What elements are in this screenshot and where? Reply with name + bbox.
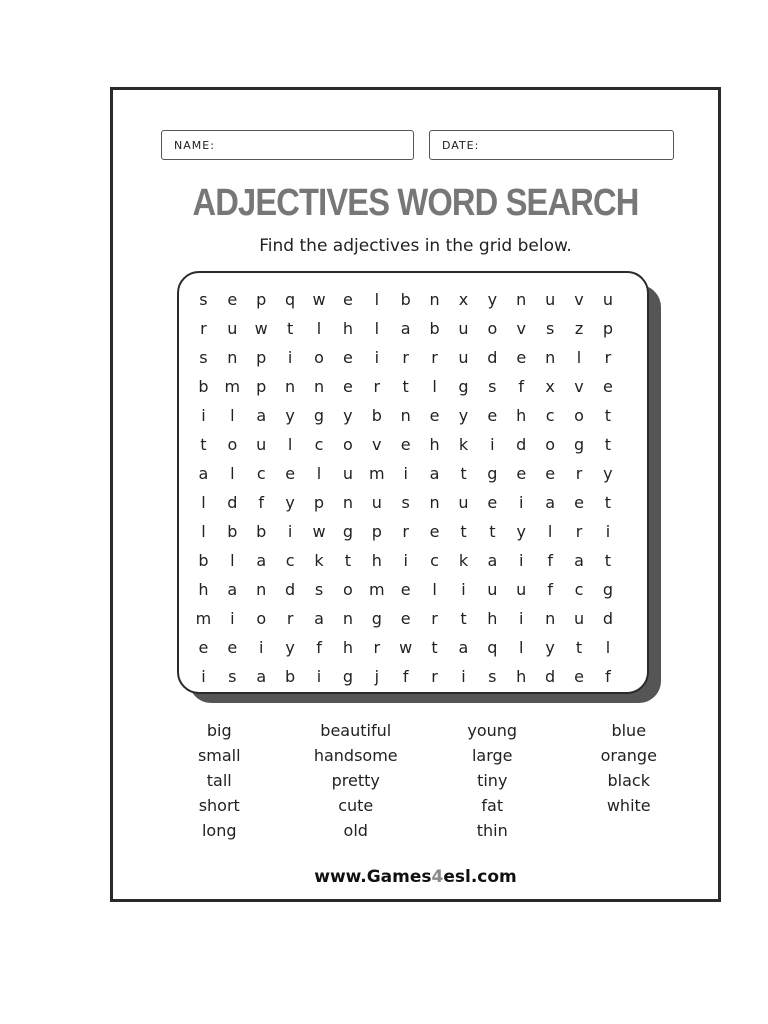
- word-column: [424, 718, 561, 843]
- grid-letter[interactable]: g: [487, 464, 498, 483]
- word-list-item: large: [471, 746, 513, 765]
- grid-letter[interactable]: i: [519, 551, 524, 570]
- grid-letter[interactable]: w: [254, 319, 268, 338]
- date-label: DATE:: [442, 139, 480, 152]
- grid-letter[interactable]: t: [286, 319, 294, 338]
- name-label: NAME:: [174, 139, 215, 152]
- grid-letter[interactable]: n: [342, 493, 353, 512]
- grid-letter[interactable]: e: [429, 522, 440, 541]
- grid-letter[interactable]: r: [431, 348, 438, 367]
- grid-letter[interactable]: s: [488, 667, 497, 686]
- grid-letter[interactable]: u: [342, 464, 353, 483]
- grid-letter[interactable]: a: [458, 638, 469, 657]
- name-field[interactable]: [161, 130, 414, 160]
- grid-letter[interactable]: r: [604, 348, 612, 367]
- grid-letter[interactable]: d: [285, 580, 296, 599]
- grid-letter[interactable]: n: [516, 290, 527, 309]
- word-list-item: short: [198, 796, 240, 815]
- footer-suffix: esl.com: [443, 867, 517, 887]
- grid-letter[interactable]: h: [516, 667, 527, 686]
- grid-letter[interactable]: i: [201, 406, 206, 425]
- grid-letter[interactable]: e: [516, 464, 527, 483]
- grid-letter[interactable]: m: [224, 377, 241, 396]
- word-list: [151, 718, 697, 843]
- grid-letter[interactable]: f: [547, 551, 553, 570]
- word-list-item: long: [201, 821, 237, 840]
- grid-letter[interactable]: g: [602, 580, 613, 599]
- grid-letter[interactable]: e: [342, 290, 353, 309]
- grid-letter[interactable]: e: [198, 638, 209, 657]
- grid-letter[interactable]: o: [545, 435, 556, 454]
- grid-letter[interactable]: r: [402, 522, 409, 541]
- page-title: ADJECTIVES WORD SEARCH: [192, 182, 639, 224]
- grid-letter[interactable]: w: [312, 522, 326, 541]
- grid-letter[interactable]: t: [344, 551, 352, 570]
- grid-letter[interactable]: q: [487, 638, 498, 657]
- word-list-item: fat: [481, 796, 504, 815]
- grid-letter[interactable]: p: [256, 290, 267, 309]
- grid-letter[interactable]: a: [256, 667, 267, 686]
- grid-letter[interactable]: r: [402, 348, 409, 367]
- grid-letter[interactable]: t: [575, 638, 583, 657]
- grid-letter[interactable]: q: [285, 290, 296, 309]
- grid-letter[interactable]: n: [429, 493, 440, 512]
- grid-letter[interactable]: t: [460, 464, 467, 483]
- grid-letter[interactable]: p: [371, 522, 382, 541]
- grid-letter[interactable]: t: [604, 435, 612, 454]
- grid-letter[interactable]: n: [313, 377, 325, 396]
- grid-letter[interactable]: e: [342, 377, 353, 396]
- grid-letter[interactable]: a: [574, 551, 584, 570]
- grid-letter[interactable]: u: [458, 319, 469, 338]
- grid-letter[interactable]: s: [545, 319, 555, 338]
- grid-letter[interactable]: e: [285, 464, 296, 483]
- grid-letter[interactable]: v: [372, 435, 382, 454]
- grid-letter[interactable]: x: [545, 377, 555, 396]
- grid-letter[interactable]: a: [545, 493, 556, 512]
- grid-letter[interactable]: y: [343, 406, 353, 425]
- grid-letter[interactable]: i: [519, 609, 524, 628]
- grid-letter[interactable]: t: [604, 493, 612, 512]
- grid-letter[interactable]: c: [574, 580, 584, 599]
- grid-letter[interactable]: l: [432, 580, 437, 599]
- grid-letter[interactable]: y: [516, 522, 526, 541]
- grid-letter[interactable]: u: [602, 290, 613, 309]
- grid-letter[interactable]: e: [545, 464, 556, 483]
- grid-letter[interactable]: c: [545, 406, 555, 425]
- grid-letter[interactable]: f: [402, 667, 409, 686]
- grid-letter[interactable]: c: [256, 464, 266, 483]
- grid-letter[interactable]: t: [604, 551, 612, 570]
- grid-letter[interactable]: m: [368, 580, 385, 599]
- grid-letter[interactable]: d: [487, 348, 498, 367]
- grid-letter[interactable]: h: [342, 319, 353, 338]
- grid-letter[interactable]: r: [373, 638, 381, 657]
- grid-letter[interactable]: w: [399, 638, 413, 657]
- grid-letter[interactable]: l: [287, 435, 293, 454]
- grid-letter[interactable]: t: [604, 406, 612, 425]
- grid-letter[interactable]: k: [458, 551, 469, 570]
- grid-letter[interactable]: u: [545, 290, 556, 309]
- grid-letter[interactable]: i: [230, 609, 235, 628]
- grid-letter[interactable]: i: [316, 667, 322, 686]
- grid-letter[interactable]: b: [227, 522, 238, 541]
- footer-prefix: www.Games: [314, 867, 432, 887]
- grid-letter[interactable]: y: [285, 406, 295, 425]
- grid-letter[interactable]: h: [342, 638, 353, 657]
- grid-letter[interactable]: u: [573, 609, 585, 628]
- grid-letter[interactable]: o: [343, 435, 353, 454]
- grid-letter[interactable]: l: [230, 464, 235, 483]
- website-footer: [113, 867, 718, 887]
- grid-letter[interactable]: l: [576, 348, 582, 367]
- grid-letter[interactable]: t: [200, 435, 207, 454]
- grid-letter[interactable]: b: [371, 406, 382, 425]
- grid-letter[interactable]: w: [312, 290, 326, 309]
- word-list-item: old: [343, 821, 368, 840]
- grid-letter[interactable]: p: [256, 377, 267, 396]
- grid-letter[interactable]: s: [199, 348, 208, 367]
- grid-letter[interactable]: i: [490, 435, 495, 454]
- grid-letter[interactable]: e: [574, 667, 584, 686]
- grid-letter[interactable]: o: [574, 406, 584, 425]
- grid-letter[interactable]: u: [487, 580, 498, 599]
- grid-letter[interactable]: o: [227, 435, 238, 454]
- grid-letter[interactable]: x: [458, 290, 469, 309]
- grid-letter[interactable]: e: [487, 406, 498, 425]
- grid-letter[interactable]: t: [489, 522, 496, 541]
- word-column: [561, 718, 698, 843]
- grid-letter[interactable]: e: [342, 348, 353, 367]
- letter-grid: [189, 285, 622, 691]
- grid-letter[interactable]: l: [316, 464, 322, 483]
- grid-letter[interactable]: s: [199, 290, 208, 309]
- grid-letter[interactable]: v: [574, 377, 584, 396]
- grid-letter[interactable]: a: [429, 464, 440, 483]
- grid-letter[interactable]: l: [230, 551, 235, 570]
- grid-letter[interactable]: c: [430, 551, 439, 570]
- grid-letter[interactable]: h: [487, 609, 498, 628]
- grid-letter[interactable]: c: [285, 551, 295, 570]
- grid-letter[interactable]: i: [461, 667, 466, 686]
- date-field[interactable]: [429, 130, 674, 160]
- grid-letter[interactable]: r: [431, 667, 438, 686]
- worksheet: [110, 87, 721, 902]
- grid-letter[interactable]: e: [487, 493, 498, 512]
- grid-letter[interactable]: u: [458, 348, 469, 367]
- word-list-item: white: [606, 796, 651, 815]
- footer-digit: 4: [431, 867, 444, 887]
- grid-letter[interactable]: s: [228, 667, 237, 686]
- grid-letter[interactable]: u: [256, 435, 267, 454]
- grid-letter[interactable]: g: [342, 667, 353, 686]
- grid-letter[interactable]: g: [573, 435, 585, 454]
- grid-letter[interactable]: b: [198, 377, 209, 396]
- grid-letter[interactable]: e: [227, 638, 238, 657]
- grid-letter[interactable]: h: [371, 551, 382, 570]
- grid-letter[interactable]: i: [287, 348, 293, 367]
- grid-letter[interactable]: f: [518, 377, 525, 396]
- grid-letter[interactable]: b: [400, 290, 411, 309]
- grid-letter[interactable]: j: [374, 667, 380, 686]
- grid-letter[interactable]: m: [368, 464, 385, 483]
- grid-letter[interactable]: e: [400, 435, 411, 454]
- grid-letter[interactable]: a: [314, 609, 324, 628]
- grid-letter[interactable]: l: [201, 493, 206, 512]
- grid-letter[interactable]: g: [313, 406, 325, 425]
- grid-letter[interactable]: e: [227, 290, 238, 309]
- grid-letter[interactable]: n: [429, 290, 440, 309]
- grid-letter[interactable]: p: [602, 319, 613, 338]
- word-list-item: small: [197, 746, 241, 765]
- grid-letter[interactable]: o: [256, 609, 267, 628]
- grid-letter[interactable]: r: [286, 609, 294, 628]
- grid-letter[interactable]: e: [574, 493, 584, 512]
- grid-letter[interactable]: n: [227, 348, 238, 367]
- grid-letter[interactable]: l: [374, 290, 380, 309]
- grid-letter[interactable]: f: [258, 493, 265, 512]
- word-list-item: orange: [600, 746, 657, 765]
- grid-letter[interactable]: a: [487, 551, 498, 570]
- grid-letter[interactable]: d: [602, 609, 613, 628]
- grid-letter[interactable]: e: [602, 377, 613, 396]
- grid-letter[interactable]: n: [285, 377, 296, 396]
- grid-letter[interactable]: f: [547, 580, 553, 599]
- grid-letter[interactable]: u: [458, 493, 469, 512]
- grid-letter[interactable]: y: [285, 638, 295, 657]
- grid-letter[interactable]: l: [201, 522, 206, 541]
- grid-letter[interactable]: y: [487, 290, 498, 309]
- grid-letter[interactable]: i: [403, 551, 408, 570]
- grid-letter[interactable]: g: [342, 522, 353, 541]
- grid-letter[interactable]: r: [575, 522, 583, 541]
- grid-letter[interactable]: o: [487, 319, 498, 338]
- word-list-item: pretty: [331, 771, 380, 790]
- grid-letter[interactable]: i: [403, 464, 408, 483]
- grid-letter[interactable]: t: [431, 638, 438, 657]
- word-list-item: cute: [338, 796, 374, 815]
- grid-letter[interactable]: n: [545, 609, 556, 628]
- grid-letter[interactable]: l: [605, 638, 611, 657]
- grid-letter[interactable]: o: [314, 348, 324, 367]
- grid-letter[interactable]: s: [314, 580, 324, 599]
- grid-letter[interactable]: n: [256, 580, 267, 599]
- grid-letter[interactable]: t: [460, 522, 467, 541]
- grid-letter[interactable]: l: [519, 638, 524, 657]
- word-list-item: tiny: [477, 771, 508, 790]
- grid-letter[interactable]: l: [316, 319, 322, 338]
- grid-letter[interactable]: a: [256, 551, 267, 570]
- grid-letter[interactable]: o: [343, 580, 353, 599]
- grid-letter[interactable]: k: [314, 551, 324, 570]
- grid-letter[interactable]: l: [374, 319, 380, 338]
- grid-letter[interactable]: d: [545, 667, 556, 686]
- grid-letter[interactable]: g: [458, 377, 469, 396]
- grid-letter[interactable]: n: [400, 406, 411, 425]
- word-list-item: big: [206, 721, 232, 740]
- grid-letter[interactable]: z: [574, 319, 584, 338]
- grid-letter[interactable]: l: [230, 406, 235, 425]
- grid-letter[interactable]: v: [574, 290, 584, 309]
- grid-letter[interactable]: i: [374, 348, 380, 367]
- grid-letter[interactable]: b: [198, 551, 209, 570]
- grid-letter[interactable]: y: [545, 638, 555, 657]
- grid-letter[interactable]: c: [314, 435, 324, 454]
- grid-letter[interactable]: y: [603, 464, 613, 483]
- grid-letter[interactable]: m: [195, 609, 212, 628]
- grid-letter[interactable]: l: [432, 377, 437, 396]
- grid-letter[interactable]: i: [287, 522, 293, 541]
- word-list-item: black: [607, 771, 650, 790]
- grid-letter[interactable]: i: [259, 638, 264, 657]
- grid-letter[interactable]: u: [227, 319, 238, 338]
- grid-letter[interactable]: y: [458, 406, 469, 425]
- grid-letter[interactable]: h: [429, 435, 440, 454]
- grid-letter[interactable]: d: [516, 435, 527, 454]
- grid-letter[interactable]: a: [256, 406, 267, 425]
- grid-letter[interactable]: u: [371, 493, 382, 512]
- word-column: [288, 718, 425, 843]
- letter-grid-box: [177, 271, 649, 694]
- grid-letter[interactable]: y: [285, 493, 295, 512]
- grid-letter[interactable]: n: [545, 348, 556, 367]
- grid-letter[interactable]: r: [575, 464, 583, 483]
- grid-letter[interactable]: b: [429, 319, 440, 338]
- grid-letter[interactable]: v: [516, 319, 526, 338]
- grid-letter[interactable]: n: [342, 609, 353, 628]
- grid-letter[interactable]: a: [198, 464, 209, 483]
- grid-letter[interactable]: s: [401, 493, 410, 512]
- grid-letter[interactable]: s: [488, 377, 497, 396]
- grid-letter[interactable]: e: [400, 609, 411, 628]
- grid-letter[interactable]: i: [605, 522, 611, 541]
- word-list-item: handsome: [313, 746, 398, 765]
- grid-letter[interactable]: r: [431, 609, 438, 628]
- grid-letter[interactable]: i: [461, 580, 466, 599]
- grid-letter[interactable]: t: [402, 377, 409, 396]
- grid-letter[interactable]: e: [429, 406, 440, 425]
- grid-letter[interactable]: h: [198, 580, 209, 599]
- grid-letter[interactable]: e: [400, 580, 411, 599]
- grid-letter[interactable]: l: [547, 522, 553, 541]
- word-list-item: beautiful: [320, 721, 392, 740]
- grid-letter[interactable]: t: [460, 609, 467, 628]
- grid-letter[interactable]: i: [201, 667, 206, 686]
- word-list-item: tall: [206, 771, 232, 790]
- grid-letter[interactable]: b: [256, 522, 267, 541]
- grid-letter[interactable]: a: [400, 319, 411, 338]
- word-list-item: thin: [476, 821, 508, 840]
- grid-letter[interactable]: i: [519, 493, 524, 512]
- word-list-item: young: [467, 721, 518, 740]
- grid-letter[interactable]: p: [256, 348, 267, 367]
- grid-letter[interactable]: f: [316, 638, 322, 657]
- grid-letter[interactable]: u: [516, 580, 527, 599]
- grid-letter[interactable]: b: [285, 667, 296, 686]
- grid-letter[interactable]: f: [605, 667, 611, 686]
- instructions: Find the adjectives in the grid below.: [259, 236, 572, 256]
- grid-letter[interactable]: e: [516, 348, 527, 367]
- grid-letter[interactable]: k: [458, 435, 469, 454]
- grid-letter[interactable]: g: [371, 609, 382, 628]
- grid-letter[interactable]: h: [516, 406, 527, 425]
- grid-letter[interactable]: r: [200, 319, 207, 338]
- grid-letter[interactable]: a: [227, 580, 238, 599]
- grid-letter[interactable]: p: [313, 493, 325, 512]
- word-list-item: blue: [611, 721, 647, 740]
- word-column: [151, 718, 288, 843]
- grid-letter[interactable]: d: [227, 493, 238, 512]
- grid-letter[interactable]: r: [373, 377, 381, 396]
